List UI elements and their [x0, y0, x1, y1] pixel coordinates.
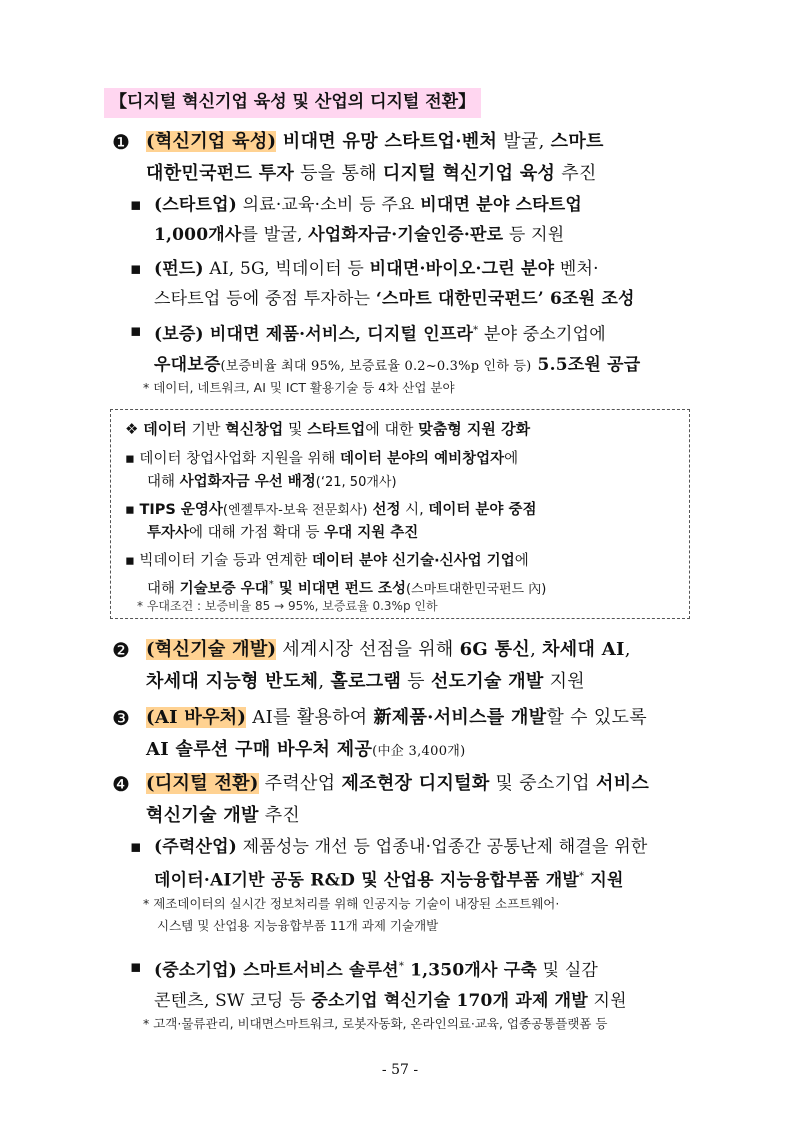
text-run: 에 — [504, 451, 519, 467]
sub1-line2 — [154, 220, 700, 250]
text-run: 기반 — [186, 420, 226, 438]
item2-tag: (혁신기술 개발) — [146, 639, 277, 660]
text-run: 지원 — [584, 870, 624, 891]
text-run: ▪ 데이터 창업사업화 지원을 위해 — [125, 451, 340, 467]
item-digital-transition — [112, 768, 702, 832]
sub2-line2 — [154, 284, 700, 314]
sub4-line2 — [154, 862, 700, 896]
text-run: AI를 활용하여 — [246, 707, 374, 728]
text-run: (주력산업) — [154, 837, 237, 857]
text-run: 데이터 분야 중점 — [428, 502, 537, 518]
text-run: 우대 지원 추진 — [324, 525, 419, 541]
text-run: 혁신창업 — [225, 420, 284, 438]
text-run: (중소기업) 스마트서비스 솔루션 — [154, 960, 399, 981]
text-run: ▪ — [125, 502, 140, 518]
text-run: 1,350개사 구축 — [404, 960, 537, 981]
text-run: , — [530, 639, 543, 660]
item4-tag: (디지털 전환) — [146, 773, 259, 794]
item2-line2 — [146, 666, 702, 698]
text-run: ▪ 빅데이터 기술 등과 연계한 — [125, 553, 312, 569]
text-run: 지원 — [543, 671, 585, 692]
sub5-line2 — [154, 986, 700, 1016]
sub-fund — [130, 254, 700, 314]
text-run: 선정 — [367, 502, 401, 518]
text-run: , — [624, 639, 631, 660]
sub-startup — [130, 190, 700, 250]
section-title: 【디지털 혁신기업 육성 및 산업의 디지털 전환】 — [104, 88, 481, 118]
item2-line1 — [276, 639, 630, 660]
text-run: 투자사 — [147, 525, 190, 541]
text-run: 6G 통신 — [459, 639, 531, 660]
bullet-icon: ▪ — [130, 957, 142, 977]
circled-number-1: ❶ — [112, 130, 131, 154]
sub-guarantee — [130, 316, 700, 382]
item3-line2 — [146, 734, 702, 768]
text-run: 스타트업 — [307, 420, 366, 438]
page-number: - 57 - — [381, 1062, 419, 1078]
text-run: 할 수 있도록 — [546, 707, 647, 728]
box-bullet-3 — [125, 550, 679, 601]
text-run: (엔젤투자-보육 전문회사) — [222, 503, 368, 518]
text-run: 스마트 — [550, 131, 604, 152]
text-run: 분야 중소기업에 — [478, 324, 606, 345]
text-run: 의료·교육·소비 등 주요 — [236, 195, 421, 215]
text-run: 사업화자금·기술인증·판로 — [308, 225, 504, 245]
text-run: 시, — [400, 502, 429, 518]
sub5-line1 — [154, 952, 700, 986]
text-run: 新제품·서비스를 개발 — [373, 707, 547, 728]
text-run: 지원 — [587, 990, 627, 1011]
text-run: 에 대해 가점 확대 등 — [189, 525, 325, 541]
sub2-line1 — [154, 254, 700, 284]
text-run: 홀로그램 — [330, 671, 402, 692]
text-run: 스타트업 등에 중점 투자하는 — [154, 289, 376, 309]
text-run: 발굴, — [497, 131, 551, 152]
item-ai-voucher — [112, 702, 702, 768]
text-run: (中企 3,400개) — [372, 744, 466, 759]
text-run: * — [268, 579, 274, 590]
item4-line2 — [146, 800, 702, 832]
text-run: ❖ — [125, 420, 144, 438]
sub3-line1 — [154, 316, 700, 350]
text-run: 대해 — [147, 474, 180, 490]
text-run: 대한민국펀드 투자 — [146, 163, 295, 184]
text-run: 디지털 혁신기업 육성 — [382, 163, 556, 184]
text-run: 데이터 분야의 예비창업자 — [339, 451, 505, 467]
text-run: 세계시장 선점을 위해 — [276, 639, 460, 660]
text-run: 등 지원 — [503, 225, 565, 245]
text-run: 및 — [283, 420, 308, 438]
bullet-icon: ▪ — [130, 321, 142, 341]
text-run: 및 실감 — [536, 960, 599, 981]
box-bullet-2 — [125, 499, 679, 545]
text-run: 제조현장 디지털화 — [341, 773, 490, 794]
text-run: (스마트대한민국펀드 內) — [405, 581, 547, 597]
text-run: 벤처· — [554, 259, 599, 279]
box-bullet-1 — [125, 448, 679, 494]
text-run: 비대면 분야 스타트업 — [420, 195, 583, 215]
text-run: ‘스마트 대한민국펀드’ 6조원 조성 — [375, 289, 635, 309]
item-innovative-companies — [112, 126, 702, 190]
text-run: 대해 — [147, 580, 180, 597]
footnote-3: * 고객·물류관리, 비대면스마트워크, 로봇자동화, 온라인의료·교육, 업종공통플랫폼 등 — [143, 1016, 608, 1031]
text-run: 혁신기술 개발 — [146, 805, 259, 826]
text-run: 5.5조원 공급 — [531, 354, 641, 375]
item1-line1 — [276, 131, 603, 152]
sub1-line1 — [154, 190, 700, 220]
text-run: 중소기업 혁신기술 170개 과제 개발 — [311, 990, 588, 1011]
sub-main-industry — [130, 832, 700, 896]
circled-number-4: ❹ — [112, 772, 131, 796]
text-run: 서비스 — [596, 773, 650, 794]
text-run: 데이터 분야 신기술·신사업 기업 — [311, 553, 515, 569]
sub4-line1 — [154, 832, 700, 862]
text-run: 추진 — [555, 163, 597, 184]
circled-number-2: ❷ — [112, 638, 131, 662]
text-run: * — [579, 871, 585, 882]
item1-tag: (혁신기업 육성) — [146, 131, 277, 152]
footnote-2: * 제조데이터의 실시간 정보처리를 위해 인공지능 기술이 내장된 소프트웨어· 시스템 및 산업용 지능융합부품 11개 과제 기술개발 — [143, 896, 560, 933]
box-footnote: * 우대조건 : 보증비율 85 → 95%, 보증료율 0.3%p 인하 — [137, 599, 438, 613]
text-run: (펀드) — [154, 259, 204, 279]
circled-number-3: ❸ — [112, 706, 131, 730]
text-run: 사업화자금 우선 배정 — [179, 474, 316, 490]
item4-line1 — [259, 773, 649, 794]
text-run: * — [398, 961, 405, 972]
bullet-icon: ▪ — [130, 837, 142, 857]
text-run: AI 솔루션 구매 바우처 제공 — [146, 739, 373, 760]
text-run: 및 비대면 펀드 조성 — [273, 580, 406, 597]
text-run: 에 대한 — [365, 420, 419, 438]
bullet-icon: ▪ — [130, 195, 142, 215]
text-run: (스타트업) — [154, 195, 237, 215]
text-run: 콘텐츠, SW 코딩 등 — [154, 990, 312, 1011]
text-run: 비대면·바이오·그린 분야 — [369, 259, 555, 279]
text-run: AI, 5G, 빅데이터 등 — [203, 259, 370, 279]
item3-tag: (AI 바우처) — [146, 707, 247, 728]
text-run: 제품성능 개선 등 업종내·업종간 공통난제 해결을 위한 — [236, 837, 648, 857]
text-run: 등을 통해 — [294, 163, 383, 184]
text-run: 비대면 유망 스타트업·벤처 — [276, 131, 498, 152]
text-run: 주력산업 — [258, 773, 342, 794]
text-run: 등 — [401, 671, 431, 692]
bullet-icon: ▪ — [130, 259, 142, 279]
text-run: 우대보증 — [154, 354, 221, 375]
text-run: 기술보증 우대 — [179, 580, 269, 597]
data-startup-box — [110, 409, 690, 619]
text-run: TIPS 운영사 — [139, 502, 223, 518]
item-tech-development — [112, 634, 702, 698]
text-run: (보증비율 최대 95%, 보증료율 0.2~0.3%p 인하 등) — [220, 358, 532, 374]
text-run: 데이터·AI기반 공동 R&D 및 산업용 지능융합부품 개발 — [154, 870, 580, 891]
item3-line1 — [246, 707, 647, 728]
text-run: 및 중소기업 — [489, 773, 597, 794]
box-heading — [125, 418, 679, 441]
text-run: (보증) 비대면 제품·서비스, 디지털 인프라 — [154, 324, 474, 345]
item1-line2 — [146, 158, 702, 190]
text-run: 데이터 — [143, 420, 187, 438]
text-run: , — [318, 671, 331, 692]
text-run: 맞춤형 지원 강화 — [418, 420, 531, 438]
text-run: (‘21, 50개사) — [315, 475, 397, 490]
text-run: 차세대 지능형 반도체 — [146, 671, 319, 692]
text-run: 에 — [514, 553, 529, 569]
text-run: 선도기술 개발 — [430, 671, 544, 692]
footnote-1: * 데이터, 네트워크, AI 및 ICT 활용기술 등 4차 산업 분야 — [143, 380, 455, 395]
text-run: 를 발굴, — [241, 225, 309, 245]
sub-sme — [130, 952, 700, 1016]
text-run: 차세대 AI — [542, 639, 625, 660]
text-run: 1,000개사 — [154, 225, 242, 245]
text-run: * — [473, 325, 479, 336]
text-run: 추진 — [258, 805, 301, 826]
